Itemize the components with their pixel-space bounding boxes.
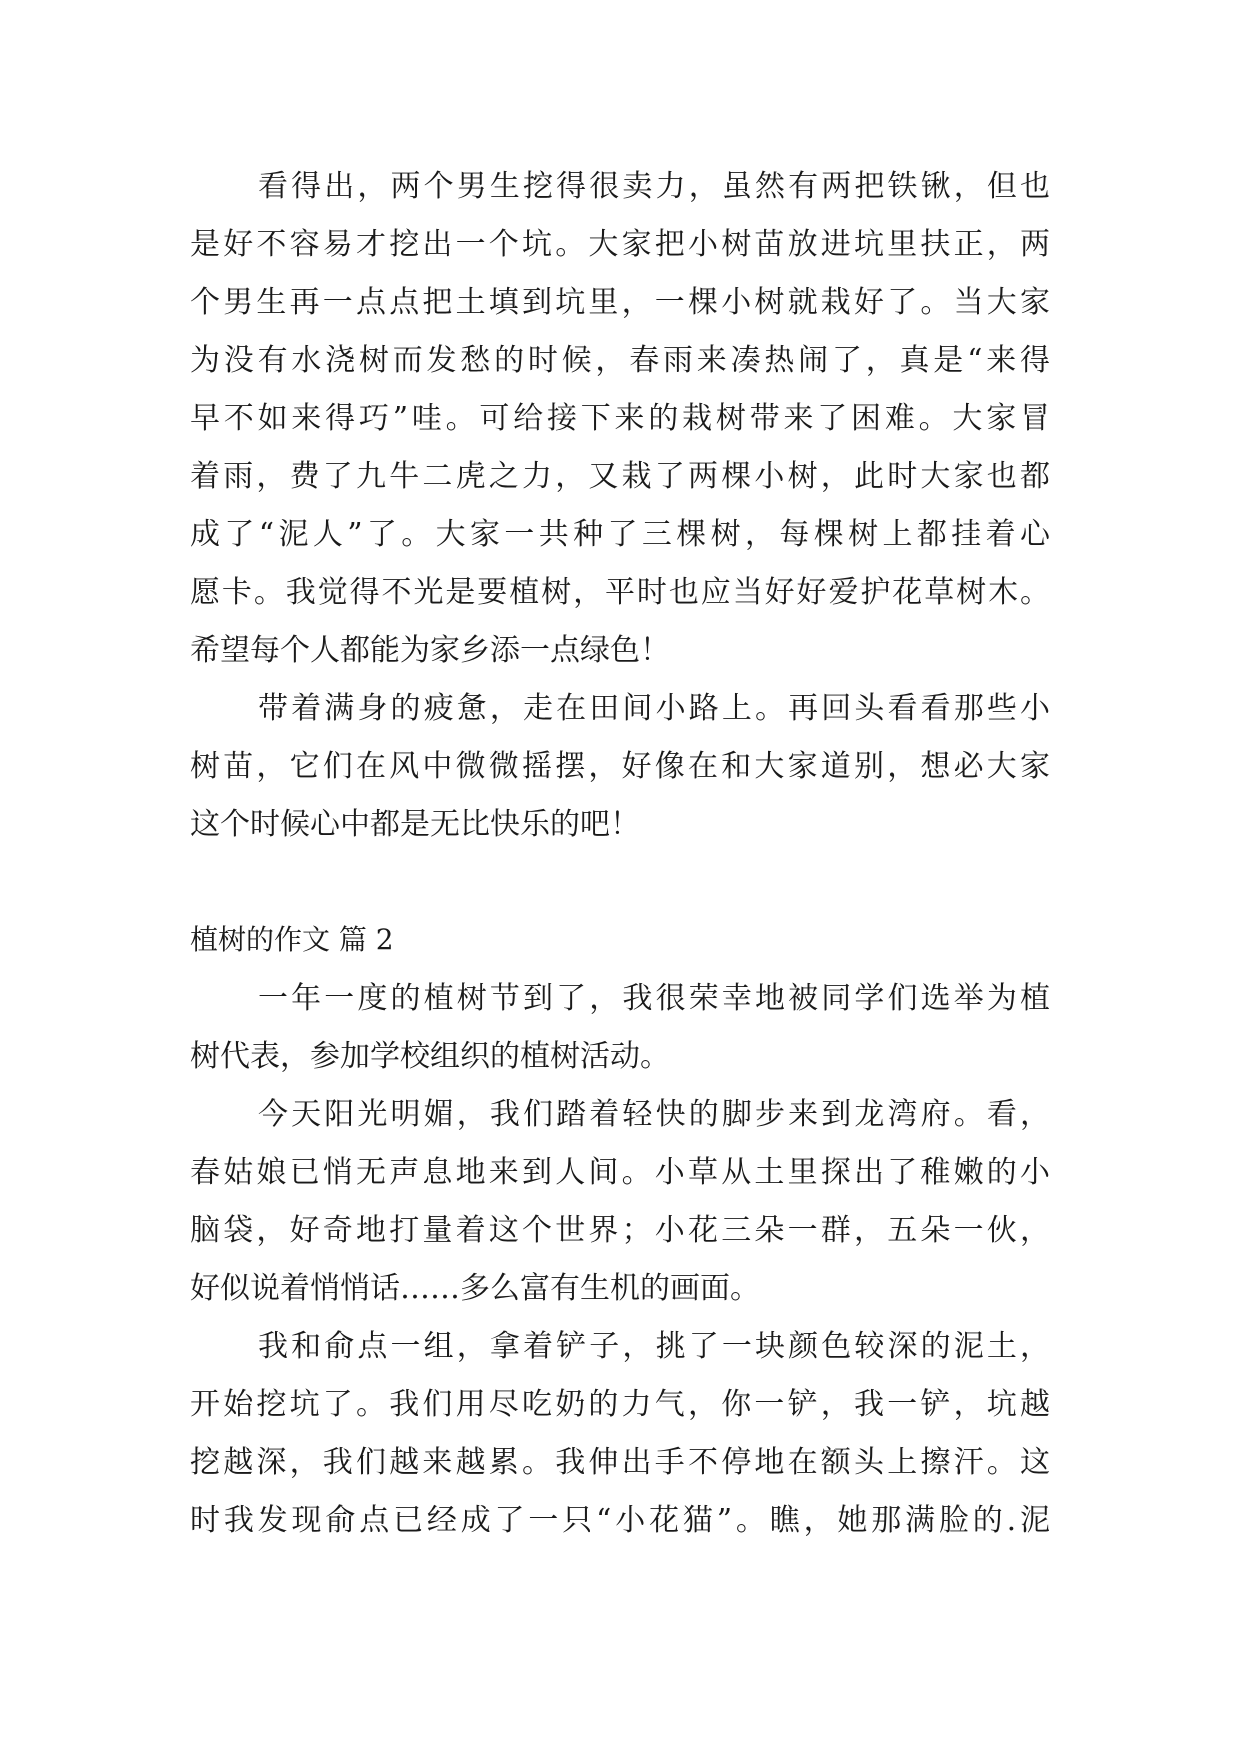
paragraph-line: 我和俞点一组，拿着铲子，挑了一块颜色较深的泥土，	[258, 1329, 1050, 1364]
paragraph-line: 树代表，参加学校组织的植树活动。	[190, 1039, 670, 1074]
paragraph-line: 成了“泥人”了。大家一共种了三棵树，每棵树上都挂着心	[190, 517, 1050, 552]
paragraph-line: 希望每个人都能为家乡添一点绿色！	[190, 633, 670, 668]
paragraph-line: 着雨，费了九牛二虎之力，又栽了两棵小树，此时大家也都	[190, 459, 1050, 494]
paragraph-line: 这个时候心中都是无比快乐的吧！	[190, 807, 640, 842]
paragraph-line: 好似说着悄悄话……多么富有生机的画面。	[190, 1271, 760, 1306]
paragraph-line: 挖越深，我们越来越累。我伸出手不停地在额头上擦汗。这	[190, 1445, 1050, 1480]
section-heading: 植树的作文 篇 2	[190, 923, 394, 956]
paragraph-line: 早不如来得巧”哇。可给接下来的栽树带来了困难。大家冒	[190, 401, 1050, 436]
paragraph-line: 个男生再一点点把土填到坑里，一棵小树就栽好了。当大家	[190, 285, 1050, 320]
paragraph-line: 开始挖坑了。我们用尽吃奶的力气，你一铲，我一铲，坑越	[190, 1387, 1050, 1422]
paragraph-line: 带着满身的疲惫，走在田间小路上。再回头看看那些小	[258, 691, 1050, 726]
paragraph-line: 是好不容易才挖出一个坑。大家把小树苗放进坑里扶正，两	[190, 227, 1050, 262]
paragraph-line: 愿卡。我觉得不光是要植树，平时也应当好好爱护花草树木。	[190, 575, 1050, 610]
paragraph-line: 时我发现俞点已经成了一只“小花猫”。瞧，她那满脸的.泥	[190, 1503, 1050, 1538]
paragraph-line: 树苗，它们在风中微微摇摆，好像在和大家道别，想必大家	[190, 749, 1050, 784]
paragraph-line: 看得出，两个男生挖得很卖力，虽然有两把铁锹，但也	[258, 169, 1050, 204]
paragraph-line: 春姑娘已悄无声息地来到人间。小草从土里探出了稚嫩的小	[190, 1155, 1050, 1190]
paragraph-line: 为没有水浇树而发愁的时候，春雨来凑热闹了，真是“来得	[190, 343, 1050, 378]
paragraph-line: 今天阳光明媚，我们踏着轻快的脚步来到龙湾府。看，	[258, 1097, 1050, 1132]
paragraph-line: 一年一度的植树节到了，我很荣幸地被同学们选举为植	[258, 981, 1050, 1016]
paragraph-line: 脑袋，好奇地打量着这个世界；小花三朵一群，五朵一伙，	[190, 1213, 1050, 1248]
